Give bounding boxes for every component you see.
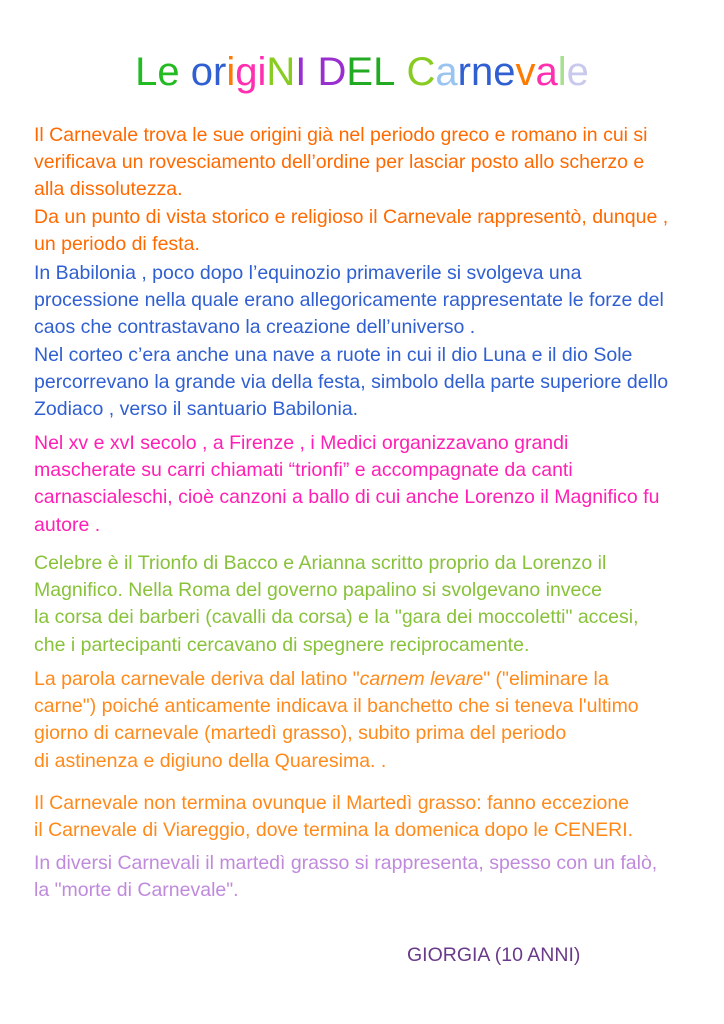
title-letter: e (493, 50, 516, 94)
paragraph-babylon (34, 260, 704, 423)
title-letter (180, 44, 191, 100)
text-line: carnascialeschi, cioè canzoni a ballo di cui anche Lorenzo il Magnifico fu (34, 486, 660, 509)
text-line: In Babilonia , poco dopo l’equinozio primaverile si svolgeva una (34, 262, 582, 284)
text-line: Celebre è il Trionfo di Bacco e Arianna scritto proprio da Lorenzo il (34, 552, 607, 574)
author-signature: GIORGIA (10 ANNI) (407, 944, 581, 966)
text-line: autore . (34, 513, 101, 536)
paragraph-death-of-carnival (34, 850, 704, 904)
text-line: di astinenza e digiuno della Quaresima. . (34, 749, 387, 772)
title-letter: r (457, 50, 471, 94)
page-title (0, 44, 724, 100)
title-letter: e (157, 50, 180, 94)
text-line: Il Carnevale trova le sue origini già nel periodo greco e romano in cui si (34, 124, 648, 146)
text-line: percorrevano la grande via della festa, simbolo della parte superiore dello (34, 370, 669, 393)
text-line: caos che contrastavano la creazione dell’universo . (34, 316, 476, 339)
title-letter: g (235, 50, 258, 94)
title-letter: L (135, 50, 158, 94)
title-letter (395, 44, 406, 100)
title-letter: l (557, 50, 567, 94)
title-letter: i (226, 50, 236, 94)
text-line: verificava un rovesciamento dell’ordine per lasciar posto allo scherzo e (34, 151, 645, 174)
title-letter: E (346, 50, 374, 94)
title-letter: N (266, 50, 296, 94)
title-letter (306, 44, 317, 100)
text-line: la corsa dei barberi (cavalli da corsa) e la "gara dei moccoletti" accesi, (34, 606, 639, 629)
title-letter: D (317, 50, 347, 94)
text-line: Zodiaco , verso il santuario Babilonia. (34, 398, 359, 421)
text-line: Nel corteo c’era anche una nave a ruote in cui il dio Luna e il dio Sole (34, 343, 633, 366)
title-letter: I (295, 50, 307, 94)
title-letter: n (470, 50, 494, 94)
title-letter: C (406, 50, 436, 94)
text-line: Il Carnevale non termina ovunque il Martedì grasso: fanno eccezione (34, 792, 630, 814)
text-line: il Carnevale di Viareggio, dove termina la domenica dopo le CENERI. (34, 819, 634, 842)
title-letter: a (535, 50, 558, 94)
title-letter: e (566, 50, 589, 94)
text-line: Da un punto di vista storico e religioso il Carnevale rappresentò, dunque , (34, 205, 669, 228)
text-line (34, 666, 704, 693)
text-line: che i partecipanti cercavano di spegnere reciprocamente. (34, 633, 530, 656)
title-letter: a (435, 50, 458, 94)
text-fragment: La parola carnevale deriva dal latino " (34, 668, 360, 690)
text-line: alla dissolutezza. (34, 178, 183, 201)
title-letter: o (190, 50, 214, 94)
paragraph-origins (34, 122, 704, 258)
paragraph-bacchus (34, 550, 704, 659)
text-line: mascherate su carri chiamati “trionfi” e accompagnate da canti (34, 459, 573, 482)
title-letter: L (373, 50, 396, 94)
paragraph-viareggio (34, 790, 704, 844)
title-letter: v (515, 50, 536, 94)
latin-phrase: carnem levare (359, 668, 484, 690)
text-line: carne") poiché anticamente indicava il banchetto che si teneva l'ultimo (34, 695, 639, 718)
text-line: giorno di carnevale (martedì grasso), subito prima del periodo (34, 722, 567, 745)
text-fragment: " ("eliminare la (483, 668, 609, 690)
title-letter: i (257, 50, 267, 94)
title-letter: r (213, 50, 227, 94)
paragraph-florence (34, 430, 704, 539)
text-line: Magnifico. Nella Roma del governo papalino si svolgevano invece (34, 579, 602, 602)
text-line: un periodo di festa. (34, 232, 200, 255)
text-line: processione nella quale erano allegoricamente rappresentate le forze del (34, 289, 664, 312)
text-line: In diversi Carnevali il martedì grasso si rappresenta, spesso con un falò, (34, 852, 658, 874)
text-line: Nel xv e xvI secolo , a Firenze , i Medici organizzavano grandi (34, 432, 569, 454)
paragraph-etymology (34, 666, 704, 775)
text-line: la "morte di Carnevale". (34, 879, 239, 902)
